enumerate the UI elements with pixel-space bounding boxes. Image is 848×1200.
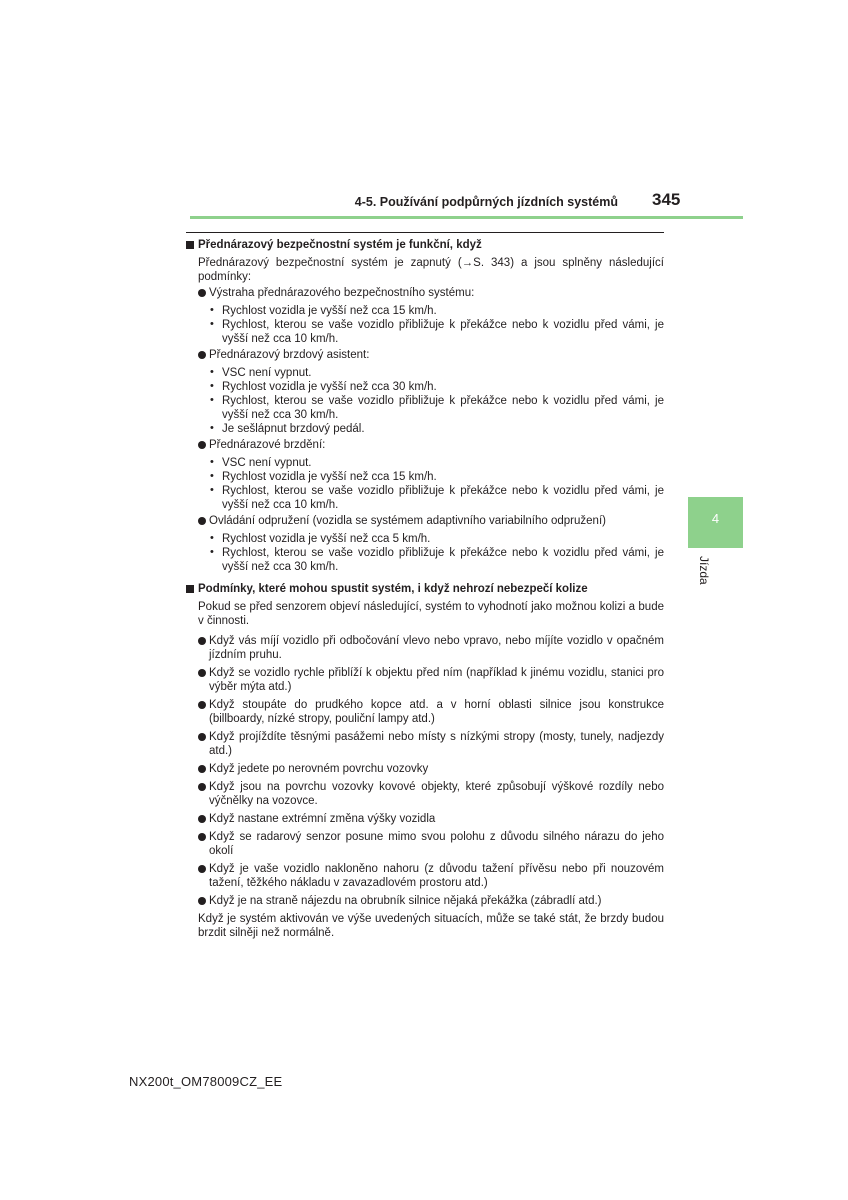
list-item [186, 698, 664, 726]
list-item [186, 348, 664, 362]
sub-item-text: Rychlost vozidla je vyšší než cca 5 km/h. [222, 533, 431, 545]
sub-item-text: Rychlost vozidla je vyšší než cca 15 km/h. [222, 471, 437, 483]
sub-item-text: Rychlost vozidla je vyšší než cca 15 km/h. [222, 305, 437, 317]
sub-item [186, 366, 664, 380]
list-item [186, 894, 664, 908]
chapter-number: 4 [711, 511, 720, 526]
sub-item [186, 470, 664, 484]
list-item-text: Když se vozidlo rychle přiblíží k objektu před ním (například k jinému vozidlu, stanici pro výběr mýta atd.) [209, 667, 664, 693]
list-item [186, 286, 664, 300]
circle-bullet-icon [198, 289, 206, 297]
sub-item [186, 484, 664, 512]
sub-item-text: Rychlost, kterou se vaše vozidlo přibližuje k překážce nebo k vozidlu před vámi, je vyšší než cca 30 km/h. [222, 547, 664, 573]
circle-bullet-icon [198, 815, 206, 823]
circle-bullet-icon [198, 351, 206, 359]
sub-list [186, 456, 664, 512]
list-item-text: Když je vaše vozidlo nakloněno nahoru (z důvodu tažení přívěsu nebo při nouzovém tažení, těžkého nákladu v zavazadlovém prostoru atd.) [209, 863, 664, 889]
dot-marker-icon: • [210, 394, 214, 406]
circle-bullet-icon [198, 517, 206, 525]
list-item-text: Když nastane extrémní změna výšky vozidla [209, 813, 436, 825]
document-code: NX200t_OM78009CZ_EE [129, 1074, 283, 1089]
list-item [186, 812, 664, 826]
circle-bullet-icon [198, 833, 206, 841]
sub-item [186, 380, 664, 394]
group-label: Ovládání odpružení (vozidla se systémem adaptivního variabilního odpružení) [209, 515, 606, 527]
dot-marker-icon: • [210, 422, 214, 434]
dot-marker-icon: • [210, 380, 214, 392]
sub-item [186, 318, 664, 346]
list-item [186, 730, 664, 758]
circle-bullet-icon [198, 865, 206, 873]
list-item [186, 780, 664, 808]
sub-item-text: VSC není vypnut. [222, 367, 312, 379]
sub-list [186, 532, 664, 574]
chapter-label: Jízda [697, 556, 711, 585]
section-heading [186, 238, 664, 252]
section-title: 4-5. Používání podpůrných jízdních systémů [354, 195, 618, 209]
list-item [186, 862, 664, 890]
section-heading [186, 582, 664, 596]
dot-marker-icon: • [210, 304, 214, 316]
header-rule [190, 216, 743, 219]
circle-bullet-icon [198, 897, 206, 905]
sub-item-text: Rychlost, kterou se vaše vozidlo přibližuje k překážce nebo k vozidlu před vámi, je vyšší než cca 10 km/h. [222, 485, 664, 511]
section-intro: Přednárazový bezpečnostní systém je zapnutý (→S. 343) a jsou splněny následující podmínky: [198, 257, 664, 283]
group-label: Výstraha přednárazového bezpečnostního systému: [209, 287, 475, 299]
circle-bullet-icon [198, 701, 206, 709]
list-item-text: Když jsou na povrchu vozovky kovové objekty, které způsobují výškové rozdíly nebo výčnělky na vozovce. [209, 781, 664, 807]
dot-marker-icon: • [210, 470, 214, 482]
square-bullet-icon [186, 585, 194, 593]
page-content [186, 238, 664, 942]
list-item [186, 514, 664, 528]
dot-marker-icon: • [210, 318, 214, 330]
section-heading-text: Přednárazový bezpečnostní systém je funkční, když [198, 239, 482, 251]
sub-item-text: VSC není vypnut. [222, 457, 312, 469]
dot-marker-icon: • [210, 532, 214, 544]
sub-item [186, 422, 664, 436]
dot-marker-icon: • [210, 456, 214, 468]
list-item-text: Když jedete po nerovném povrchu vozovky [209, 763, 429, 775]
list-item-text: Když se radarový senzor posune mimo svou polohu z důvodu silného nárazu do jeho okolí [209, 831, 664, 857]
page-number: 345 [652, 190, 681, 209]
group-label: Přednárazový brzdový asistent: [209, 349, 370, 361]
sub-item [186, 546, 664, 574]
dot-marker-icon: • [210, 484, 214, 496]
section-intro: Pokud se před senzorem objeví následující, systém to vyhodnotí jako možnou kolizi a bude v činnosti. [198, 601, 664, 627]
sub-item [186, 394, 664, 422]
square-bullet-icon [186, 241, 194, 249]
sub-item [186, 304, 664, 318]
list-item [186, 666, 664, 694]
group-label: Přednárazové brzdění: [209, 439, 326, 451]
list-item [186, 634, 664, 662]
section-heading-text: Podmínky, které mohou spustit systém, i když nehrozí nebezpečí kolize [198, 583, 588, 595]
circle-bullet-icon [198, 441, 206, 449]
list-item [186, 438, 664, 452]
circle-bullet-icon [198, 765, 206, 773]
sub-list [186, 304, 664, 346]
circle-bullet-icon [198, 669, 206, 677]
sub-item [186, 532, 664, 546]
dot-marker-icon: • [210, 546, 214, 558]
dot-marker-icon: • [210, 366, 214, 378]
list-item [186, 830, 664, 858]
condition-list [186, 634, 664, 908]
list-item-text: Když je na straně nájezdu na obrubník silnice nějaká překážka (zábradlí atd.) [209, 895, 602, 907]
sub-item-text: Rychlost, kterou se vaše vozidlo přibližuje k překážce nebo k vozidlu před vámi, je vyšší než cca 10 km/h. [222, 319, 664, 345]
circle-bullet-icon [198, 637, 206, 645]
circle-bullet-icon [198, 733, 206, 741]
sub-list [186, 366, 664, 436]
list-item-text: Když vás míjí vozidlo při odbočování vlevo nebo vpravo, nebo míjíte vozidlo v opačném jízdním pruhu. [209, 635, 664, 661]
sub-item-text: Je sešlápnut brzdový pedál. [222, 423, 365, 435]
section-divider [186, 232, 664, 233]
list-item-text: Když projíždíte těsnými pasážemi nebo místy s nízkými stropy (mosty, tunely, nadjezdy atd.) [209, 731, 664, 757]
sub-item-text: Rychlost vozidla je vyšší než cca 30 km/h. [222, 381, 437, 393]
closing-note: Když je systém aktivován ve výše uvedených situacích, může se také stát, že brzdy budou brzdit silněji než normálně. [198, 913, 664, 939]
sub-item [186, 456, 664, 470]
list-item-text: Když stoupáte do prudkého kopce atd. a v horní oblasti silnice jsou konstrukce (billboardy, nízké stropy, pouliční lampy atd.) [209, 699, 664, 725]
list-item [186, 762, 664, 776]
sub-item-text: Rychlost, kterou se vaše vozidlo přibližuje k překážce nebo k vozidlu před vámi, je vyšší než cca 30 km/h. [222, 395, 664, 421]
chapter-tab [688, 497, 743, 548]
circle-bullet-icon [198, 783, 206, 791]
